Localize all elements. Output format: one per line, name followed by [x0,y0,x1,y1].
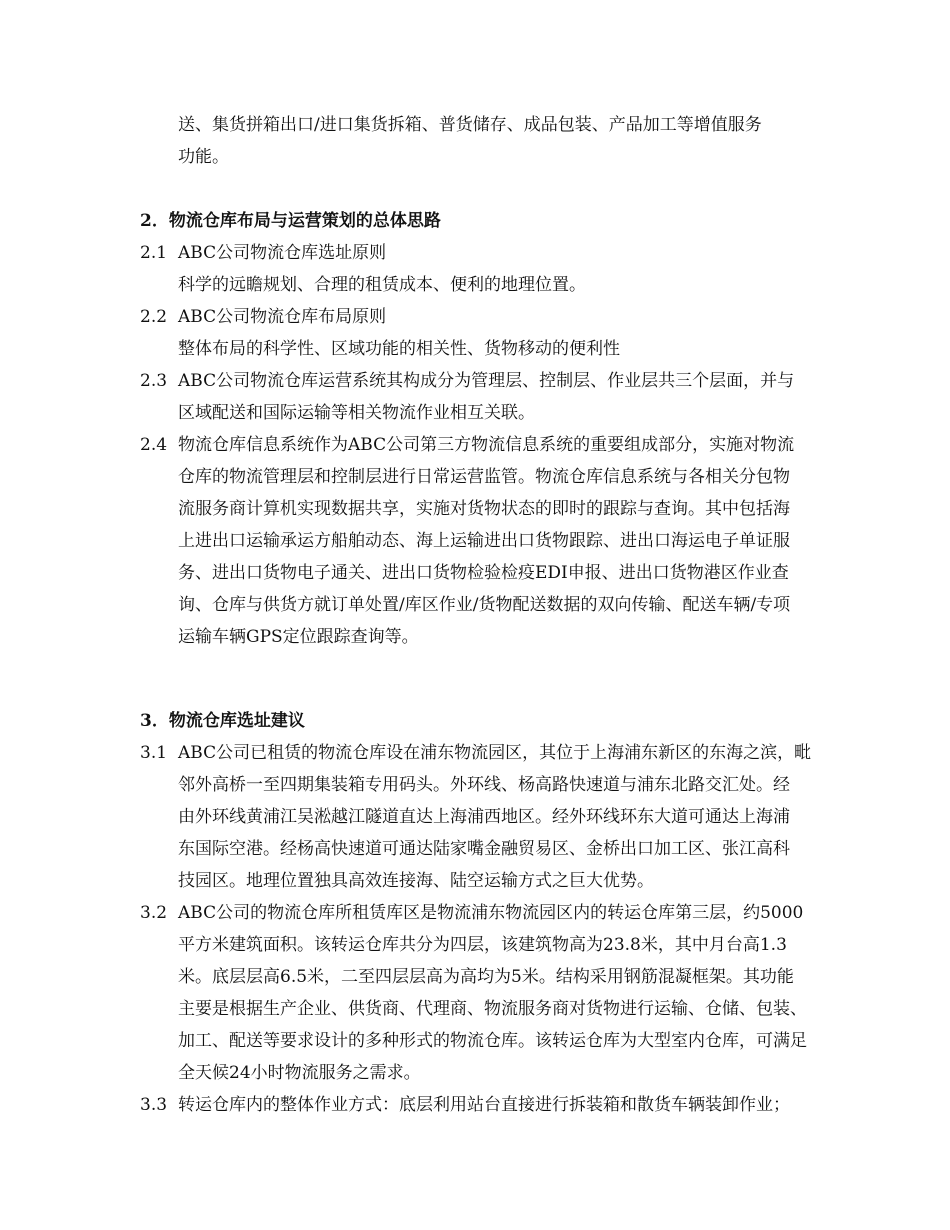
item-3-2-cont-5: 全天候24小时物流服务之需求。 [178,1063,421,1083]
item-2-3-cont-1: 区域配送和国际运输等相关物流作业相互关联。 [178,403,535,423]
item-number: 2.1 [140,243,168,263]
section-3-heading: 3．物流仓库选址建议 [140,711,305,731]
item-2-3 [140,371,794,391]
item-3-2 [140,903,803,923]
item-3-1-cont-3: 东国际空港。经杨高快速道可通达陆家嘴金融贸易区、金桥出口加工区、张江高科 [178,839,790,859]
item-2-1-cont-1: 科学的远瞻规划、合理的租赁成本、便利的地理位置。 [178,275,586,295]
item-number: 2.2 [140,307,168,327]
item-3-3 [140,1095,790,1115]
item-title: ABC公司物流仓库布局原则 [178,307,387,327]
item-3-2-cont-3: 主要是根据生产企业、供货商、代理商、物流服务商对货物进行运输、仓储、包装、 [178,999,807,1019]
item-title: ABC公司物流仓库选址原则 [178,243,387,263]
item-title: 物流仓库信息系统作为ABC公司第三方物流信息系统的重要组成部分，实施对物流 [178,435,795,455]
intro-line-2: 功能。 [178,147,229,167]
item-2-4-cont-5: 询、仓库与供货方就订单处置/库区作业/货物配送数据的双向传输、配送车辆/专项 [178,595,791,615]
item-2-2 [140,307,386,327]
item-2-2-cont-1: 整体布局的科学性、区域功能的相关性、货物移动的便利性 [178,339,620,359]
item-2-4-cont-2: 流服务商计算机实现数据共享，实施对货物状态的即时的跟踪与查询。其中包括海 [178,499,790,519]
item-number: 3.1 [140,743,168,763]
item-number: 2.4 [140,435,168,455]
section-2-heading: 2．物流仓库布局与运营策划的总体思路 [140,211,441,231]
item-number: 3.3 [140,1095,168,1115]
item-3-2-cont-4: 加工、配送等要求设计的多种形式的物流仓库。该转运仓库为大型室内仓库，可满足 [178,1031,807,1051]
item-number: 2.3 [140,371,168,391]
item-number: 3.2 [140,903,168,923]
item-2-4-cont-6: 运输车辆GPS定位跟踪查询等。 [178,627,419,647]
item-2-1 [140,243,386,263]
item-3-2-cont-2: 米。底层层高6.5米，二至四层层高为高均为5米。结构采用钢筋混凝框架。其功能 [178,967,794,987]
item-title: ABC公司物流仓库运营系统其构成分为管理层、控制层、作业层共三个层面，并与 [178,371,795,391]
item-2-4-cont-1: 仓库的物流管理层和控制层进行日常运营监管。物流仓库信息系统与各相关分包物 [178,467,790,487]
item-3-1-cont-4: 技园区。地理位置独具高效连接海、陆空运输方式之巨大优势。 [178,871,654,891]
item-3-1 [140,743,811,763]
item-title: 转运仓库内的整体作业方式：底层利用站台直接进行拆装箱和散货车辆装卸作业； [178,1095,790,1115]
item-2-4-cont-4: 务、进出口货物电子通关、进出口货物检验检疫EDI申报、进出口货物港区作业查 [178,563,789,583]
intro-line-1: 送、集货拼箱出口/进口集货拆箱、普货储存、成品包装、产品加工等增值服务 [178,115,762,135]
item-3-1-cont-1: 邻外高桥一至四期集装箱专用码头。外环线、杨高路快速道与浦东北路交汇处。经 [178,775,790,795]
item-title: ABC公司的物流仓库所租赁库区是物流浦东物流园区内的转运仓库第三层，约5000 [178,903,804,923]
item-2-4-cont-3: 上进出口运输承运方船舶动态、海上运输进出口货物跟踪、进出口海运电子单证服 [178,531,790,551]
item-title: ABC公司已租赁的物流仓库设在浦东物流园区，其位于上海浦东新区的东海之滨，毗 [178,743,812,763]
item-3-2-cont-1: 平方米建筑面积。该转运仓库共分为四层，该建筑物高为23.8米，其中月台高1.3 [178,935,787,955]
item-3-1-cont-2: 由外环线黄浦江吴淞越江隧道直达上海浦西地区。经外环线环东大道可通达上海浦 [178,807,790,827]
item-2-4 [140,435,794,455]
